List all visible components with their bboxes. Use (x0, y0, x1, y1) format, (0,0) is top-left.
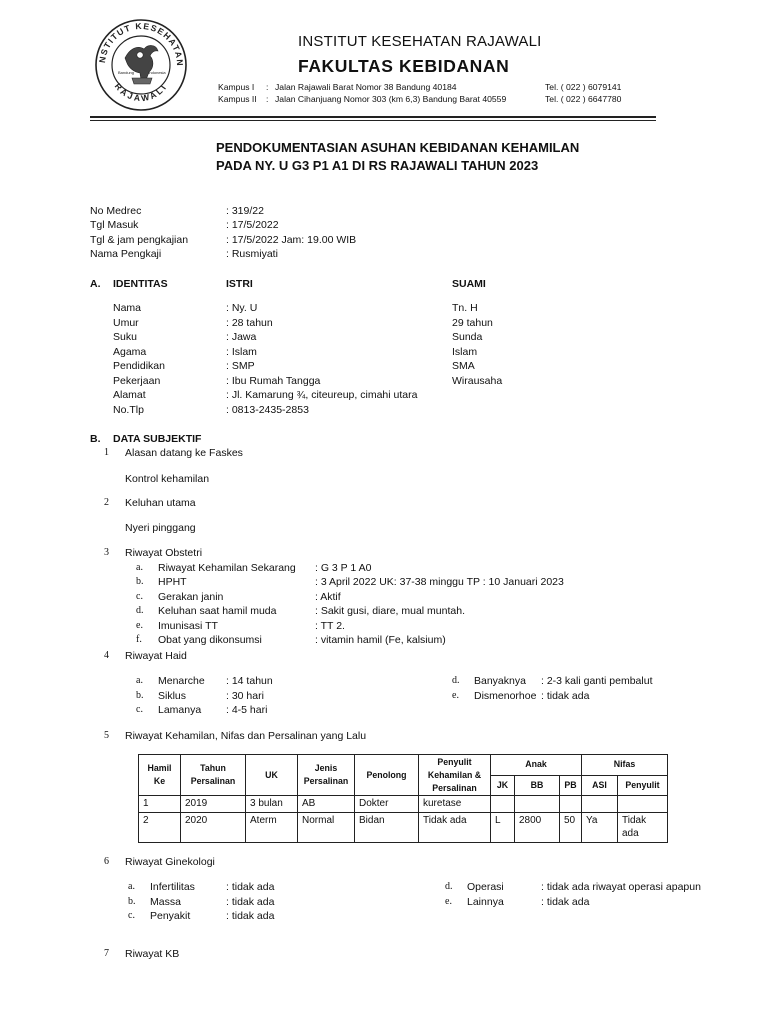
identity-istri: : SMP (226, 360, 255, 372)
gyn-value: : tidak ada (541, 896, 590, 908)
item-label: Alasan datang ke Faskes (125, 447, 243, 459)
list-marker: a. (136, 675, 143, 686)
col-header-penolong: Penolong (355, 755, 419, 796)
item-number: 7 (104, 948, 109, 959)
campus-1-sep: : (266, 82, 269, 92)
identity-label: Agama (113, 346, 147, 358)
meta-label: Nama Pengkaji (90, 248, 162, 260)
col-header-jenis: Jenis Persalinan (298, 755, 355, 796)
haid-label: Menarche (158, 675, 205, 687)
identity-istri: : Jawa (226, 331, 257, 343)
identity-label: Pekerjaan (113, 375, 161, 387)
item-number: 2 (104, 497, 109, 508)
list-marker: c. (136, 704, 143, 715)
obstetric-label: Obat yang dikonsumsi (158, 634, 262, 646)
obstetric-label: Imunisasi TT (158, 620, 218, 632)
cell-tahun: 2019 (181, 796, 246, 813)
cell-jk (491, 796, 515, 813)
seal-inner-left: Bandung (117, 70, 135, 75)
haid-value: : 30 hari (226, 690, 264, 702)
svg-text:RAJAWALI (113, 81, 170, 103)
cell-hamil: 1 (139, 796, 181, 813)
obstetric-value: : 3 April 2022 UK: 37-38 minggu TP : 10 Januari 2023 (315, 576, 564, 588)
cell-tahun: 2020 (181, 812, 246, 842)
meta-value: : 17/5/2022 (226, 219, 279, 231)
institution-seal-logo (94, 18, 188, 112)
campus-1-phone: Tel. ( 022 ) 6079141 (545, 82, 622, 92)
list-marker: b. (128, 896, 136, 907)
obstetric-value: : G 3 P 1 A0 (315, 562, 372, 574)
item-number: 5 (104, 730, 109, 741)
haid-label: Banyaknya (474, 675, 526, 687)
item-label: Riwayat KB (125, 948, 180, 960)
item-answer: Nyeri pinggang (125, 522, 196, 534)
seal-outer-text: NSTITUT KESEHATAN (96, 20, 186, 68)
haid-value: : 2-3 kali ganti pembalut (541, 675, 653, 687)
identity-label: Alamat (113, 389, 146, 401)
table-row (139, 796, 668, 813)
list-marker: b. (136, 576, 144, 587)
obstetric-value: : TT 2. (315, 620, 345, 632)
table-header-row (139, 755, 668, 776)
campus-2-address: Jalan Cihanjuang Nomor 303 (km 6,3) Bandung Barat 40559 (275, 94, 507, 104)
haid-label: Lamanya (158, 704, 202, 716)
gyn-value: : tidak ada (226, 881, 275, 893)
cell-bb: 2800 (515, 812, 560, 842)
col-header-asi: ASI (582, 775, 618, 796)
section-heading: DATA SUBJEKTIF (113, 433, 202, 445)
list-marker: d. (445, 881, 453, 892)
col-header-bb: BB (515, 775, 560, 796)
cell-jenis: AB (298, 796, 355, 813)
cell-nifas-penyulit (618, 796, 668, 813)
item-number: 6 (104, 856, 109, 867)
item-number: 4 (104, 650, 109, 661)
obstetric-label: Gerakan janin (158, 591, 224, 603)
identity-label: Nama (113, 302, 142, 314)
col-header-penyulit: Penyulit Kehamilan & Persalinan (419, 755, 491, 796)
institution-name: INSTITUT KESEHATAN RAJAWALI (298, 33, 542, 50)
cell-hamil: 2 (139, 812, 181, 842)
meta-label: Tgl & jam pengkajian (90, 234, 189, 246)
identity-istri: : 28 tahun (226, 317, 273, 329)
section-heading: IDENTITAS (113, 278, 168, 290)
column-heading-suami: SUAMI (452, 278, 486, 290)
cell-asi: Ya (582, 812, 618, 842)
seal-inner-right: Indonesia (148, 70, 166, 75)
list-marker: d. (452, 675, 460, 686)
list-marker: a. (136, 562, 143, 573)
identity-istri: : 0813-2435-2853 (226, 404, 309, 416)
obstetric-label: Riwayat Kehamilan Sekarang (158, 562, 296, 574)
list-marker: b. (136, 690, 144, 701)
list-marker: f. (136, 634, 142, 645)
header-rule-thick (90, 116, 656, 118)
col-header-tahun: Tahun Persalinan (181, 755, 246, 796)
col-header-anak: Anak (491, 755, 582, 776)
identity-suami: SMA (452, 360, 475, 372)
gyn-value: : tidak ada (226, 896, 275, 908)
item-answer: Kontrol kehamilan (125, 473, 210, 485)
identity-suami: Tn. H (452, 302, 478, 314)
cell-pb: 50 (560, 812, 582, 842)
haid-value: : 14 tahun (226, 675, 273, 687)
identity-label: Pendidikan (113, 360, 165, 372)
cell-pb (560, 796, 582, 813)
identity-label: No.Tlp (113, 404, 144, 416)
campus-1-label: Kampus I (218, 82, 255, 92)
haid-label: Dismenorhoe (474, 690, 537, 702)
gyn-label: Penyakit (150, 910, 191, 922)
col-header-uk: UK (246, 755, 298, 796)
obstetric-label: HPHT (158, 576, 187, 588)
gyn-value: : tidak ada riwayat operasi apapun (541, 881, 701, 893)
cell-jk: L (491, 812, 515, 842)
cell-penyulit: Tidak ada (419, 812, 491, 842)
col-header-nifas: Nifas (582, 755, 668, 776)
cell-uk: Aterm (246, 812, 298, 842)
col-header-hamil: Hamil Ke (139, 755, 181, 796)
obstetric-value: : vitamin hamil (Fe, kalsium) (315, 634, 446, 646)
identity-label: Suku (113, 331, 137, 343)
item-label: Riwayat Kehamilan, Nifas dan Persalinan yang Lalu (125, 730, 367, 742)
gyn-label: Infertilitas (150, 881, 195, 893)
list-marker: e. (445, 896, 452, 907)
gyn-value: : tidak ada (226, 910, 275, 922)
meta-value: : 17/5/2022 Jam: 19.00 WIB (226, 234, 357, 246)
identity-suami: Sunda (452, 331, 483, 343)
meta-value: : Rusmiyati (226, 248, 278, 260)
gyn-label: Operasi (467, 881, 504, 893)
identity-istri: : Jl. Kamarung ¾, citeureup, cimahi utara (226, 389, 418, 401)
cell-penolong: Bidan (355, 812, 419, 842)
obstetric-value: : Sakit gusi, diare, mual muntah. (315, 605, 465, 617)
meta-label: Tgl Masuk (90, 219, 139, 231)
pregnancy-history-table (138, 754, 668, 843)
identity-istri: : Ny. U (226, 302, 258, 314)
haid-value: : tidak ada (541, 690, 590, 702)
haid-value: : 4-5 hari (226, 704, 268, 716)
header-rule-thin (90, 120, 656, 121)
cell-jenis: Normal (298, 812, 355, 842)
cell-asi (582, 796, 618, 813)
cell-penolong: Dokter (355, 796, 419, 813)
item-number: 1 (104, 447, 109, 458)
campus-2-label: Kampus II (218, 94, 257, 104)
haid-label: Siklus (158, 690, 187, 702)
identity-suami: Islam (452, 346, 478, 358)
meta-value: : 319/22 (226, 205, 264, 217)
faculty-name: FAKULTAS KEBIDANAN (298, 56, 510, 76)
table-row (139, 812, 668, 842)
item-label: Riwayat Haid (125, 650, 187, 662)
list-marker: c. (128, 910, 135, 921)
gyn-label: Lainnya (467, 896, 504, 908)
cell-uk: 3 bulan (246, 796, 298, 813)
item-number: 3 (104, 547, 109, 558)
list-marker: e. (452, 690, 459, 701)
meta-label: No Medrec (90, 205, 142, 217)
section-marker: A. (90, 278, 101, 290)
document-title-line-1: PENDOKUMENTASIAN ASUHAN KEBIDANAN KEHAMILAN (216, 140, 580, 155)
campus-2-phone: Tel. ( 022 ) 6647780 (545, 94, 622, 104)
cell-nifas-penyulit: Tidak ada (618, 812, 668, 842)
obstetric-value: : Aktif (315, 591, 341, 603)
obstetric-label: Keluhan saat hamil muda (158, 605, 277, 617)
item-label: Keluhan utama (125, 497, 196, 509)
identity-suami: 29 tahun (452, 317, 493, 329)
identity-istri: : Islam (226, 346, 257, 358)
seal-bottom-text: RAJAWALI (112, 81, 170, 104)
gyn-label: Massa (150, 896, 181, 908)
item-label: Riwayat Ginekologi (125, 856, 215, 868)
list-marker: a. (128, 881, 135, 892)
section-marker: B. (90, 433, 101, 445)
campus-2-sep: : (266, 94, 269, 104)
cell-bb (515, 796, 560, 813)
document-title-line-2: PADA NY. U G3 P1 A1 DI RS RAJAWALI TAHUN 2023 (216, 158, 539, 173)
col-header-penyulit-nifas: Penyulit (618, 775, 668, 796)
identity-istri: : Ibu Rumah Tangga (226, 375, 321, 387)
list-marker: d. (136, 605, 144, 616)
list-marker: c. (136, 591, 143, 602)
col-header-jk: JK (491, 775, 515, 796)
identity-suami: Wirausaha (452, 375, 503, 387)
campus-1-address: Jalan Rajawali Barat Nomor 38 Bandung 40184 (275, 82, 457, 92)
item-label: Riwayat Obstetri (125, 547, 203, 559)
seal-emblem (125, 45, 158, 84)
cell-penyulit: kuretase (419, 796, 491, 813)
column-heading-istri: ISTRI (226, 278, 253, 290)
list-marker: e. (136, 620, 143, 631)
col-header-pb: PB (560, 775, 582, 796)
identity-label: Umur (113, 317, 139, 329)
